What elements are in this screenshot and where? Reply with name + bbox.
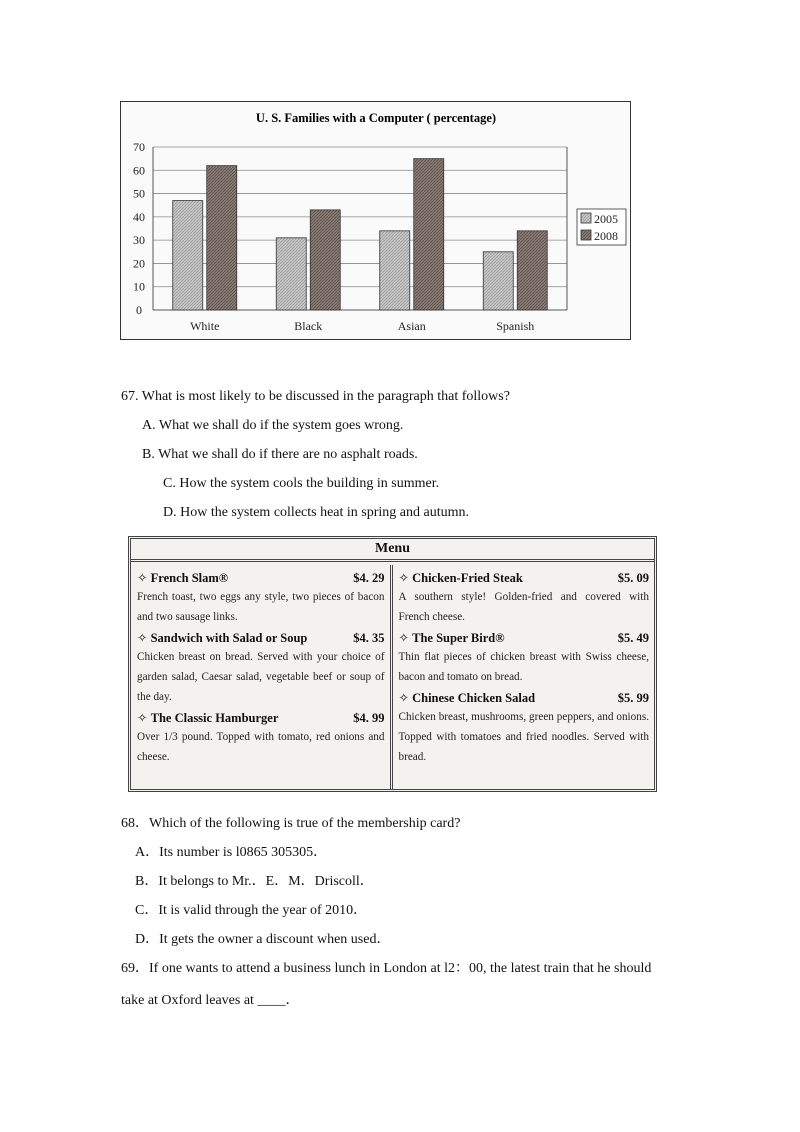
x-tick-label: Spanish (496, 319, 535, 333)
question-69-line-1: 69．If one wants to attend a business lunch in London at l2：00, the latest train that he should (121, 961, 652, 976)
menu-item-description: Chicken breast on bread. Served with your choice of garden salad, Caesar salad, vegetable beef or soup of the day. (137, 651, 385, 703)
question-68-option-c: C．It is valid through the year of 2010． (135, 903, 368, 918)
chart-svg (121, 102, 630, 339)
menu-item-name: ✧ French Slam® (137, 569, 228, 587)
x-tick-label: Asian (397, 319, 426, 333)
bar-black-2005 (276, 238, 306, 310)
question-69-line-2: take at Oxford leaves at ____． (121, 993, 300, 1008)
menu-item-price: $4. 29 (353, 571, 385, 585)
menu-item-price: $5. 09 (617, 571, 649, 585)
legend-label: 2005 (594, 212, 618, 226)
menu-item-name: ✧ Chicken-Fried Steak (399, 569, 523, 587)
y-tick-label: 10 (133, 279, 145, 294)
menu-title: Menu (131, 539, 654, 562)
question-67-option-b: B. What we shall do if there are no asphalt roads. (142, 447, 418, 462)
bar-white-2008 (207, 166, 237, 310)
x-tick-label: White (190, 319, 220, 333)
menu-item-head (137, 709, 385, 727)
bar-asian-2005 (380, 231, 410, 310)
legend-swatch (581, 230, 591, 240)
menu-item-head (137, 569, 385, 587)
bar-black-2008 (310, 210, 340, 310)
question-67-option-a: A. What we shall do if the system goes wrong. (142, 418, 404, 433)
restaurant-menu (128, 536, 657, 792)
question-67-stem: 67. What is most likely to be discussed in the paragraph that follows? (121, 389, 510, 404)
chart-legend (577, 209, 626, 245)
y-tick-label: 40 (133, 209, 145, 224)
menu-item-description: A southern style! Golden-fried and covered with French cheese. (398, 591, 649, 623)
question-67-option-d: D. How the system collects heat in spring and autumn. (163, 505, 469, 520)
x-tick-label: Black (294, 319, 323, 333)
menu-item-description: Over 1/3 pound. Topped with tomato, red onions and cheese. (137, 731, 385, 763)
bar-asian-2008 (414, 159, 444, 310)
bar-white-2005 (173, 201, 203, 310)
question-68-option-b: B．It belongs to Mr.．E．M．Driscoll． (135, 874, 374, 889)
y-tick-label: 50 (133, 186, 145, 201)
menu-item-head (399, 629, 650, 647)
legend-swatch (581, 213, 591, 223)
y-tick-label: 30 (133, 233, 145, 248)
menu-item-head (137, 629, 385, 647)
menu-item-description: French toast, two eggs any style, two pieces of bacon and two sausage links. (137, 591, 385, 623)
menu-item-head (399, 569, 650, 587)
bar-spanish-2005 (483, 252, 513, 310)
menu-item-name: ✧ Chinese Chicken Salad (399, 689, 536, 707)
question-68-option-d: D．It gets the owner a discount when used． (135, 932, 391, 947)
y-tick-label: 20 (133, 256, 145, 271)
y-axis-ticks (133, 140, 145, 317)
question-68-option-a: A．Its number is l0865 305305． (135, 845, 328, 860)
chart-bars (173, 159, 548, 310)
menu-item-description: Chicken breast, mushrooms, green peppers, and onions. Topped with tomatoes and fried noodles. Served with bread. (398, 711, 649, 763)
question-67-option-c: C. How the system cools the building in summer. (163, 476, 440, 491)
y-tick-label: 0 (136, 303, 142, 317)
menu-item-name: ✧ The Classic Hamburger (137, 709, 278, 727)
menu-item-price: $4. 35 (353, 631, 385, 645)
bar-spanish-2008 (517, 231, 547, 310)
menu-column-right (393, 565, 655, 789)
menu-item-price: $4. 99 (353, 711, 385, 725)
y-tick-label: 70 (133, 140, 145, 154)
menu-item-name: ✧ The Super Bird® (399, 629, 505, 647)
menu-item-name: ✧ Sandwich with Salad or Soup (137, 629, 307, 647)
menu-item-head (399, 689, 650, 707)
x-axis-ticks (190, 319, 534, 333)
menu-item-price: $5. 99 (617, 691, 649, 705)
question-68-stem: 68．Which of the following is true of the membership card? (121, 816, 461, 831)
computer-ownership-chart (120, 101, 631, 340)
menu-item-description: Thin flat pieces of chicken breast with Swiss cheese, bacon and tomato on bread. (398, 651, 649, 683)
menu-column-left (131, 565, 393, 789)
menu-item-price: $5. 49 (617, 631, 649, 645)
y-tick-label: 60 (133, 163, 145, 178)
legend-label: 2008 (594, 229, 618, 243)
chart-title: U. S. Families with a Computer ( percentage) (255, 111, 497, 125)
